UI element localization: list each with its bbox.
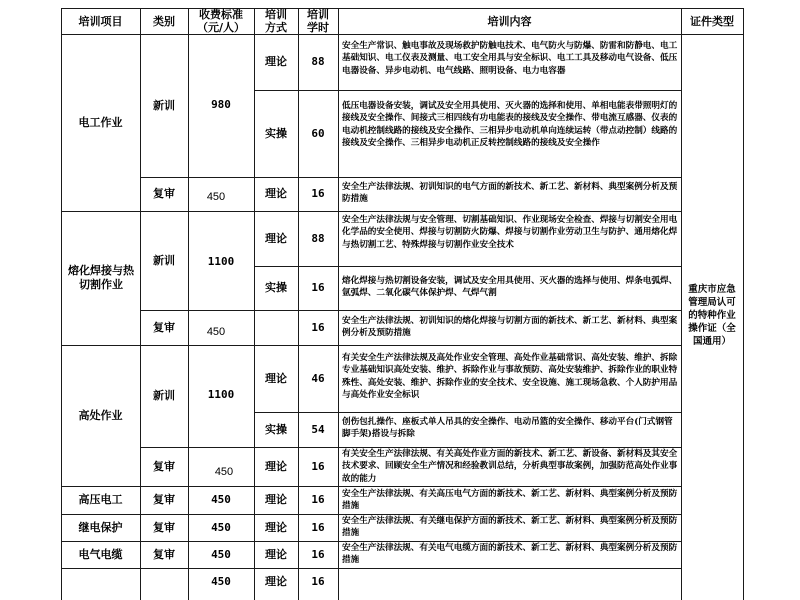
project-welding: 熔化焊接与热切割作业 bbox=[68, 264, 134, 291]
fee-last: 450 bbox=[211, 575, 231, 588]
hours-review: 16 bbox=[311, 493, 325, 506]
project-electrician: 电工作业 bbox=[78, 115, 123, 129]
content-theory: 安全生产常识、触电事故及现场救护防触电技术、电气防火与防爆、防雷和防静电、电工基础知识、电工仪表及测量、电工安全用具与安全标识、电工工具及移动电气设备、低压电器设备、异步电动机、电气线路、照明设备、电力电容器 bbox=[342, 41, 678, 76]
hours-last: 16 bbox=[311, 575, 325, 588]
category-new: 新训 bbox=[153, 98, 175, 112]
fee-review: 450 bbox=[211, 493, 231, 506]
method-review: 理论 bbox=[265, 187, 287, 200]
content-review: 有关安全生产法律法规、有关高处作业方面的新技术、新工艺、新设备、新材料及其安全技术要求、回顾安全生产情况和经验教训总结，分析典型事故案例，加强防范高处作业事故的能力 bbox=[342, 449, 678, 484]
category-review: 复审 bbox=[153, 459, 175, 473]
fee-review: 450 bbox=[206, 191, 226, 203]
method-practice: 实操 bbox=[265, 126, 287, 140]
certificate-type: 重庆市应急管理局认可的特种作业操作证（全国通用） bbox=[688, 283, 736, 347]
category-review: 复审 bbox=[153, 547, 175, 561]
header-project: 培训项目 bbox=[78, 14, 123, 28]
fee-review: 450 bbox=[211, 547, 231, 561]
header-fee: 收费标准（元/人） bbox=[196, 8, 246, 34]
content-theory: 有关安全生产法律法规及高处作业安全管理、高处作业基础常识、高处安装、维护、拆除专业基础知识高处安装、维护、拆除作业与事故预防、高处安装维护、拆除作业的职业特殊性、高处安装、维护、拆除作业的安全技术、安全设施、施工现场急救、个人防护用品与高处作业安全标识 bbox=[342, 353, 678, 401]
method-theory: 理论 bbox=[265, 371, 287, 385]
method-review: 理论 bbox=[265, 520, 287, 534]
content-practice: 低压电器设备安装，调试及安全用具使用、灭火器的选择和使用、单相电能表带照明灯的接线及安全操作、间接式三相四线有功电能表的接线及安全操作、带电流互感器、仪表的电动机控制线路的接线及安全操作、三相异步电动机单向连续运转（带点动控制）线路的接线及安全操作、三相异步电动机正反转控制线路的接线及安全操作 bbox=[342, 101, 678, 149]
method-review: 理论 bbox=[265, 459, 287, 473]
header-method: 培训方式 bbox=[265, 8, 287, 34]
content-practice: 创伤包扎操作、座板式单人吊具的安全操作、电动吊篮的安全操作、移动平台(门式钢管脚手架)搭设与拆除 bbox=[342, 417, 673, 440]
grid-line bbox=[140, 310, 681, 311]
project-relay: 继电保护 bbox=[78, 520, 123, 534]
content-review: 安全生产法律法规、初训知识的电气方面的新技术、新工艺、新材料、典型案例分析及预防措施 bbox=[342, 182, 678, 205]
hours-theory: 46 bbox=[311, 371, 325, 385]
method-review: 理论 bbox=[265, 547, 287, 561]
method-last: 理论 bbox=[265, 575, 287, 588]
category-review: 复审 bbox=[153, 320, 175, 334]
content-review: 安全生产法律法规、有关电气电缆方面的新技术、新工艺、新材料、典型案例分析及预防措施 bbox=[342, 543, 678, 566]
content-review: 安全生产法律法规、初训知识的熔化焊接与切割方面的新技术、新工艺、新材料、典型案例分析及预防措施 bbox=[342, 316, 678, 339]
content-practice: 熔化焊接与热切割设备安装，调试及安全用具使用、灭火器的选择与使用、焊条电弧焊、氩弧焊、二氧化碳气体保护焊、气焊气割 bbox=[342, 276, 678, 299]
content-theory: 安全生产法律法规与安全管理、切割基础知识、作业现场安全检查、焊接与切割安全用电化学品的安全使用、焊接与切割防火防爆、焊接与切割作业劳动卫生与防护、通用熔化焊与热切割工艺、特殊焊接与切割作业安全技术 bbox=[342, 215, 678, 250]
hours-review: 16 bbox=[311, 459, 325, 473]
fee-review: 450 bbox=[211, 520, 231, 534]
header-category: 类别 bbox=[153, 14, 175, 28]
hours-practice: 54 bbox=[311, 422, 325, 436]
fee-review: 450 bbox=[214, 466, 234, 478]
fee-review: 450 bbox=[206, 326, 226, 338]
grid-line bbox=[338, 8, 339, 600]
grid-line bbox=[140, 177, 681, 178]
method-theory: 理论 bbox=[265, 231, 287, 245]
header-cert: 证件类型 bbox=[690, 14, 734, 28]
header-hours: 培训学时 bbox=[307, 8, 329, 34]
fee-new: 980 bbox=[211, 98, 231, 111]
project-hv: 高压电工 bbox=[78, 493, 123, 506]
category-new: 新训 bbox=[153, 389, 175, 402]
grid-line bbox=[681, 8, 682, 600]
hours-review: 16 bbox=[311, 187, 325, 200]
header-content: 培训内容 bbox=[487, 14, 532, 28]
hours-theory: 88 bbox=[311, 55, 325, 68]
content-review: 安全生产法律法规、有关高压电气方面的新技术、新工艺、新材料、典型案例分析及预防措施 bbox=[342, 489, 678, 512]
hours-review: 16 bbox=[311, 547, 325, 561]
fee-new: 1100 bbox=[207, 388, 235, 401]
category-review: 复审 bbox=[153, 520, 175, 534]
hours-practice: 60 bbox=[311, 126, 325, 140]
method-practice: 实操 bbox=[265, 422, 287, 436]
hours-review: 16 bbox=[311, 320, 325, 334]
grid-line bbox=[61, 568, 681, 569]
method-theory: 理论 bbox=[265, 55, 287, 68]
project-cable: 电气电缆 bbox=[78, 547, 123, 561]
hours-review: 16 bbox=[311, 520, 325, 534]
method-practice: 实操 bbox=[265, 281, 287, 294]
category-review: 复审 bbox=[153, 493, 175, 506]
project-height: 高处作业 bbox=[78, 408, 123, 422]
category-new: 新训 bbox=[153, 253, 175, 267]
fee-new: 1100 bbox=[207, 255, 235, 268]
content-review: 安全生产法律法规、有关继电保护方面的新技术、新工艺、新材料、典型案例分析及预防措施 bbox=[342, 516, 678, 539]
grid-line bbox=[743, 8, 744, 600]
category-review: 复审 bbox=[153, 187, 175, 200]
hours-theory: 88 bbox=[311, 231, 325, 245]
method-review: 理论 bbox=[265, 493, 287, 506]
hours-practice: 16 bbox=[311, 281, 325, 294]
